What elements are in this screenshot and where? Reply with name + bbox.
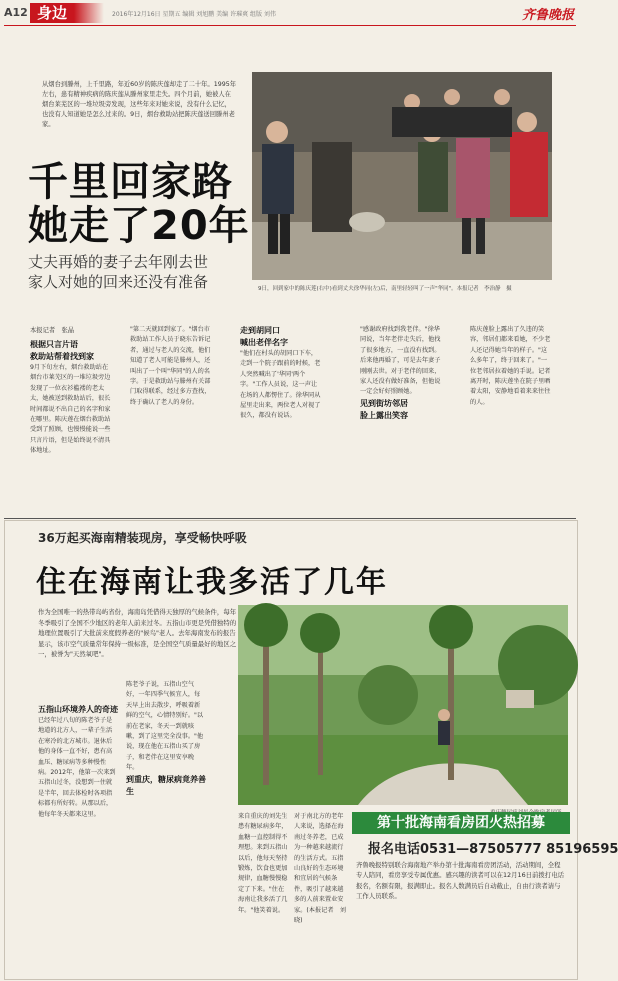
story1-column-3-text: "他们在村头的胡同口下车，走到一个院子跟前的时候，老人突然喊出了'华同'两个字。"工作人员说，这一声让在场的人都愣住了。徐华同从屋里走出来，两位老人对视了很久，都没有说话。: [240, 350, 321, 420]
story1-column-3: [240, 325, 322, 422]
newspaper-logo: 齐鲁晚报: [521, 8, 574, 23]
story2-subtitle-2: 到重庆，糖尿病竟养善生: [126, 774, 206, 796]
story1-column-1: [30, 339, 112, 457]
ad-body: 齐鲁晚报特别联合海南地产举办第十批海南看房团活动，活动期间，全程专人陪同，看房享受专属优惠。感兴趣的读者可以在12月16日前拨打电话报名，名额有限，报满即止。报名人数满员后自动截止，自由行读者请与工作人员联系。: [356, 861, 564, 900]
story1-column-2: "第二天就回到家了。"烟台市救助站工作人员于晓东告诉记者，通过与老人的交流，他们知道了老人可能是滕州人，还叫出了一个叫"华同"的人的名字。于是救助站与滕州有关部门取得联系，经过多方查找，终于确认了老人的身份。: [130, 326, 211, 406]
ad-phone: 报名电话0531—87505777 85196595: [368, 842, 618, 857]
section-divider: [4, 518, 576, 519]
story1-subhead: [28, 252, 208, 292]
story2-headline: 住在海南让我多活了几年: [36, 565, 388, 600]
story1-lead: 从烟台到滕州，上千里路，年近60岁的陈庆莲却走了二十年。1995年左右，患有精神疾病的陈庆莲从滕州家里走失。四个月前，她被人在烟台莱芜区的一堆垃圾旁发现，这些年来对她来说，没有什么记忆，也没有人知道她是怎么过来的。9日，烟台救助站把陈庆莲送回滕州老家。: [42, 81, 237, 128]
story1-photo-caption: 9日，回到家中的陈庆莲(右中)看到丈夫徐华同(左)后，南里轻轻叫了一声"华同"。本报记者 李治静 摄: [258, 286, 512, 292]
garden-photo-illustration: [238, 605, 568, 805]
story2-column-2: [126, 680, 206, 798]
story1-subtitle-1b: 救助站帮着找到家: [30, 352, 94, 361]
section-label: 身边: [30, 3, 74, 23]
story2-body: [38, 680, 238, 970]
story1-column-4: [360, 325, 442, 422]
story2-column-1-text: 已经年过八旬的陈老爷子是地道的北方人，一辈子生活在寒冷的北方城市。退休后他的身体一直不好，患有高血压、糖尿病等多种慢性病。2012年，他第一次来到五指山过冬，没想到一住就是半年，回去体检时各项指标都有所好转。从那以后，他每年冬天都来这里。: [38, 717, 116, 818]
story2-column-3: 来自重庆的刘先生患有糖尿病多年，血糖一直控制得不理想。来到五指山以后，他每天坚持锻炼，饮食也更加规律，血糖慢慢稳定了下来。"住在海南让我多活了几年。"他笑着说。: [238, 813, 288, 914]
story1-subtitle-2: 走到胡同口: [240, 326, 280, 335]
story1-headline: [28, 160, 250, 248]
story2-column-4: 对于南北方的老年人来说，选择在海南过冬养老，已成为一种越来越流行的生活方式。五指山良好的生态环境和宜居的气候条件，吸引了越来越多的人前来置业安家。(本报记者 刘晓): [294, 813, 346, 925]
story1-photo: [252, 72, 552, 280]
story2-kicker: 36万起买海南精装现房，享受畅快呼吸: [38, 531, 247, 545]
story2-body-right: [238, 812, 348, 972]
header-rule: [4, 25, 576, 26]
issue-meta: 2016年12月16日 星期五 编辑 刘旭鹏 美编 许璀爽 组版 刘伟: [112, 11, 276, 18]
subhead-line-2: 家人对她的回来还没有准备: [28, 273, 209, 291]
story1-subtitle-3b: 脸上露出笑容: [360, 410, 408, 420]
story2-column-2-text: 陈老爷子说，五指山空气好，一年四季气候宜人，每天早上出去散步，呼吸着新鲜的空气，心情特别好。"以前在老家，冬天一到就咳嗽，到了这里完全没事。"他说，现在他在五指山买了房子，和老伴在这里安享晚年。: [126, 681, 204, 772]
story2-photo: [238, 605, 568, 805]
story2-column-1: [38, 704, 118, 820]
story1-subtitle-3: 见到街坊邻居: [360, 398, 408, 408]
story1-column-1-text: 9月下旬左右，烟台救助站在烟台市莱芜区的一堆垃圾旁边发现了一位衣衫褴褛的老太太，她被送到救助站后，很长时间都说不出自己的名字和家在哪里。陈庆莲在烟台救助站受到了照顾，也慢慢能说一些只言片语，但是始终说不清具体地址。: [30, 364, 111, 455]
story2-subtitle-1: 五指山环境养人的奇迹: [38, 705, 118, 714]
story1-subtitle-2b: 喊出老伴名字: [240, 338, 288, 347]
story1-column-4-text: "感谢政府找到我老伴。"徐华同说，当年老伴走失后，他找了很多地方，一直没有找到。后来他再婚了，可是去年妻子刚刚去世。对于老伴的回来，家人还没有做好准备，但他说一定会好好照顾她。: [360, 326, 441, 396]
subhead-line-1: 丈夫再婚的妻子去年刚去世: [28, 253, 209, 271]
story1-subtitle-1: 根据只言片语: [30, 340, 78, 349]
story1-body: [30, 325, 570, 515]
tour-ad: [352, 812, 618, 972]
headline-line-1: 千里回家路: [28, 159, 233, 205]
ad-title: 第十批海南看房团火热招募: [352, 812, 570, 834]
page-header: [0, 0, 580, 26]
story1-byline: 本报记者 张晶: [30, 327, 75, 334]
story1-column-5: 陈庆莲脸上露出了久违的笑容，邻居们都来看她，不少老人还记得她当年的样子。"这么多年了，终于回来了。"一位老邻居拉着她的手说。记者离开时，陈庆莲坐在院子里晒着太阳，安静地看着来来往往的人。: [470, 326, 551, 406]
headline-line-2: 她走了20年: [28, 203, 250, 249]
section-tail-decoration: [74, 3, 104, 23]
story2-intro: 作为全国唯一的热带岛屿省份，海南岛凭借得天独厚的气候条件，每年冬季吸引了全国不少地区的老年人前来过冬。五指山市更是凭借独特的地理位置吸引了大批前来度假养老的"候鸟"老人。去年海南发布的报告显示，该市空气质量常年保持一级标准，是全国空气质量最好的地区之一，被誉为"天然氧吧"。: [38, 608, 237, 658]
page-number: A12: [4, 6, 28, 19]
courtyard-photo-illustration: [252, 72, 552, 280]
